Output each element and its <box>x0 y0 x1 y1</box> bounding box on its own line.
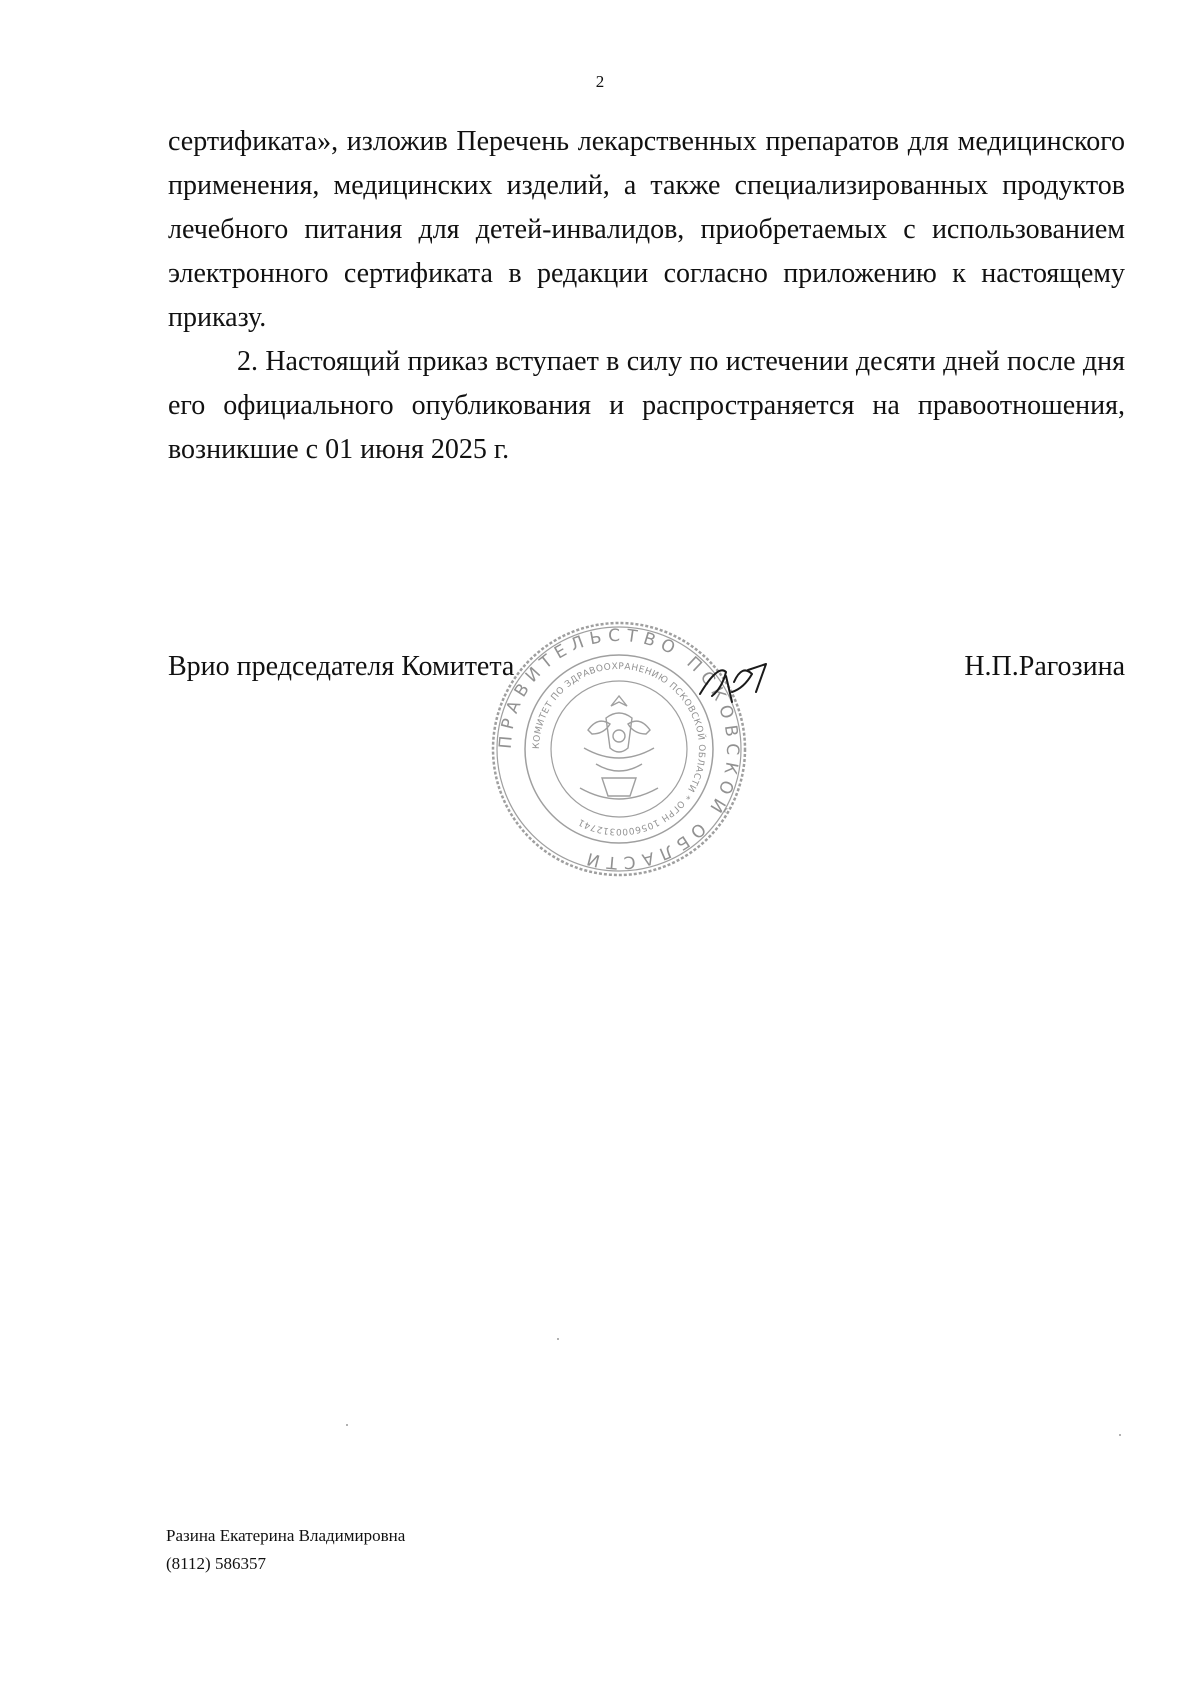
seal-middle-ring <box>525 655 713 843</box>
scan-speck <box>1119 1434 1121 1436</box>
seal-outer-text: ПРАВИТЕЛЬСТВО ПСКОВСКОЙ ОБЛАСТИ <box>495 625 743 873</box>
handwritten-signature <box>690 650 790 710</box>
paragraph-2: 2. Настоящий приказ вступает в силу по истечении десяти дней после дня его официального опубликования и распространяется на правоотношения, возникшие с 01 июня 2025 г. <box>168 346 1125 465</box>
signatory-name: Н.П.Рагозина <box>964 651 1125 682</box>
document-body <box>168 120 1125 472</box>
executor-name: Разина Екатерина Владимировна <box>166 1526 406 1545</box>
signatory-position: Врио председателя Комитета <box>168 651 515 682</box>
coat-of-arms-emblem <box>580 696 658 799</box>
scan-speck <box>557 1338 559 1340</box>
scan-speck <box>346 1424 348 1426</box>
executor-info <box>166 1522 405 1578</box>
page-number: 2 <box>595 72 605 91</box>
seal-inner-text: КОМИТЕТ ПО ЗДРАВООХРАНЕНИЮ ПСКОВСКОЙ ОБЛАСТИ * ОГРН 1056000312741 <box>531 661 707 837</box>
svg-text:КОМИТЕТ ПО ЗДРАВООХРАНЕНИЮ ПСК <box>532 662 708 836</box>
paragraph-1: сертификата», изложив Перечень лекарственных препаратов для медицинского применения, медицинских изделий, а также специализированных продуктов лечебного питания для детей-инвалидов, приобретаемых с использованием электронного сертификата в редакции согласно приложению к настоящему приказу. <box>168 126 1125 333</box>
executor-phone: (8112) 586357 <box>166 1554 266 1573</box>
